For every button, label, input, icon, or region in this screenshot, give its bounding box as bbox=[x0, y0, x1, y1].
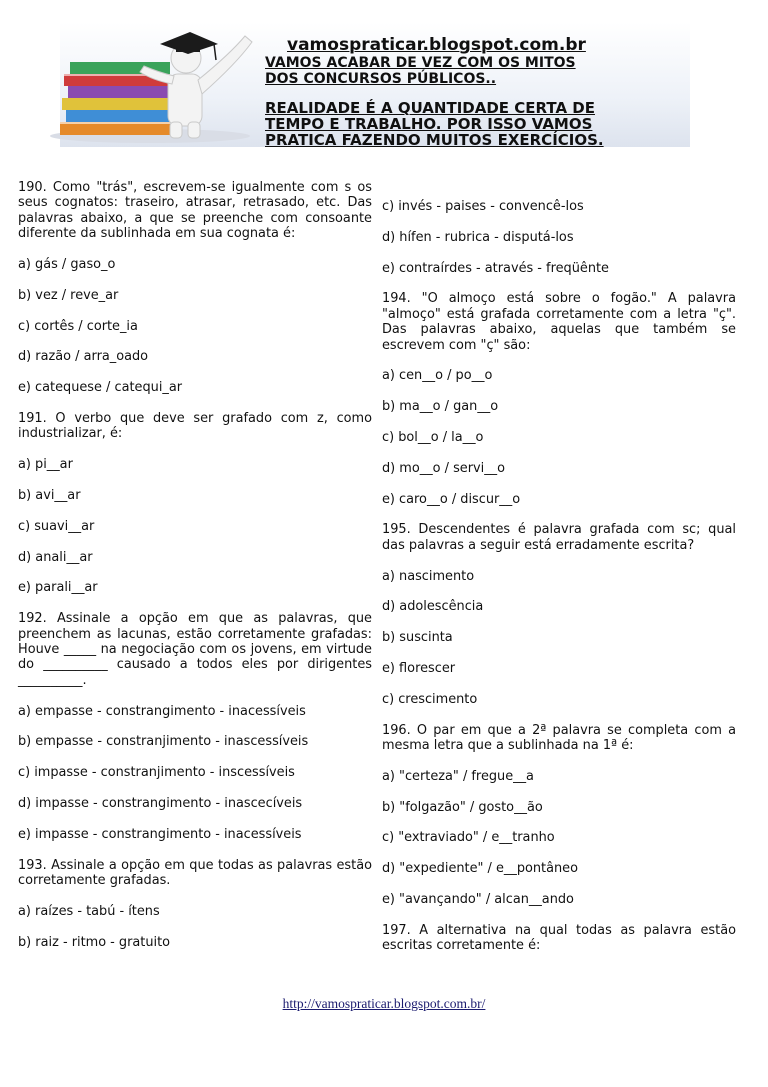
answer-option: b) empasse - constranjimento - inascessíveis bbox=[18, 734, 309, 750]
question-text: 190. Como "trás", escrevem-se igualmente com s os seus cognatos: traseiro, atrasar, retrasado, etc. Das palavras abaixo, a que se preenche com consoante diferente da sublinhada em sua cognata é: bbox=[18, 180, 372, 242]
footer bbox=[0, 996, 768, 1012]
answer-option: d) "expediente" / e__pontâneo bbox=[382, 861, 579, 877]
answer-option: a) nascimento bbox=[382, 568, 475, 584]
banner-line: PRATICA FAZENDO MUITOS EXERCÍCIOS. bbox=[265, 131, 604, 149]
answer-option: e) parali__ar bbox=[18, 580, 98, 596]
answer-option: a) empasse - constrangimento - inacessíveis bbox=[18, 703, 306, 719]
answer-option: c) "extraviado" / e__tranho bbox=[382, 830, 555, 846]
answer-option: a) pi__ar bbox=[18, 457, 73, 473]
question-text: 192. Assinale a opção em que as palavras, que preenchem as lacunas, estão corretamente grafadas: Houve _____ na negociação com os jovens, em virtude do __________ causado a todos eles por dirigentes __________. bbox=[18, 611, 372, 688]
answer-option: c) impasse - constranjimento - inscessíveis bbox=[18, 765, 295, 781]
answer-option: e) impasse - constrangimento - inacessíveis bbox=[18, 826, 302, 842]
answer-option: d) impasse - constrangimento - inascecíveis bbox=[18, 796, 303, 811]
question-text: 197. A alternativa na qual todas as palavra estão escritas corretamente é: bbox=[382, 922, 736, 954]
answer-option: d) adolescência bbox=[382, 599, 484, 615]
question-text: 191. O verbo que deve ser grafado com z, como industrializar, é: bbox=[18, 411, 372, 442]
header-banner bbox=[40, 14, 690, 149]
banner-line: REALIDADE É A QUANTIDADE CERTA DE bbox=[265, 99, 595, 117]
question-text: 194. "O almoço está sobre o fogão." A palavra "almoço" está grafada corretamente com a letra "ç". Das palavras abaixo, aquelas que também se escrevem com "ç" são: bbox=[382, 291, 736, 353]
answer-option: e) contraírdes - através - freqüênte bbox=[382, 260, 609, 276]
banner-line: DOS CONCURSOS PÚBLICOS.. bbox=[265, 71, 497, 87]
banner-line: TEMPO E TRABALHO. POR ISSO VAMOS bbox=[265, 115, 593, 133]
answer-option: c) suavi__ar bbox=[18, 518, 95, 534]
answer-option: b) raiz - ritmo - gratuito bbox=[18, 934, 171, 950]
answer-option: b) avi__ar bbox=[18, 488, 81, 503]
answer-option: d) hífen - rubrica - disputá-los bbox=[382, 229, 574, 245]
answer-option: b) ma__o / gan__o bbox=[382, 399, 499, 415]
footer-link[interactable]: http://vamospraticar.blogspot.com.br/ bbox=[282, 996, 486, 1011]
answer-option: d) razão / arra_oado bbox=[18, 349, 149, 365]
answer-option: d) anali__ar bbox=[18, 549, 93, 565]
answer-option: a) gás / gaso_o bbox=[18, 257, 116, 273]
left-column bbox=[18, 180, 372, 965]
answer-option: c) crescimento bbox=[382, 691, 478, 707]
answer-option: b) suscinta bbox=[382, 630, 453, 646]
answer-option: c) invés - paises - convencê-los bbox=[382, 199, 584, 214]
right-column bbox=[382, 199, 736, 969]
graduate-figure-icon bbox=[40, 14, 260, 144]
answer-option: e) caro__o / discur__o bbox=[382, 491, 521, 507]
question-text: 195. Descendentes é palavra grafada com sc; qual das palavras a seguir está erradamente escrita? bbox=[382, 522, 736, 553]
answer-option: c) bol__o / la__o bbox=[382, 430, 484, 445]
answer-option: a) "certeza" / fregue__a bbox=[382, 768, 534, 784]
answer-option: e) "avançando" / alcan__ando bbox=[382, 891, 574, 907]
answer-option: e) florescer bbox=[382, 660, 456, 676]
answer-option: a) cen__o / po__o bbox=[382, 368, 493, 384]
answer-option: e) catequese / catequi_ar bbox=[18, 380, 183, 396]
question-text: 196. O par em que a 2ª palavra se completa com a mesma letra que a sublinhada na 1ª é: bbox=[382, 722, 736, 753]
question-text: 193. Assinale a opção em que todas as palavras estão corretamente grafadas. bbox=[18, 857, 372, 888]
answer-option: a) raízes - tabú - ítens bbox=[18, 903, 160, 919]
answer-option: b) vez / reve_ar bbox=[18, 287, 119, 303]
answer-option: b) "folgazão" / gosto__ão bbox=[382, 799, 543, 815]
banner-text bbox=[265, 36, 604, 148]
answer-option: d) mo__o / servi__o bbox=[382, 460, 506, 476]
banner-line: VAMOS ACABAR DE VEZ COM OS MITOS bbox=[265, 55, 576, 71]
answer-option: c) cortês / corte_ia bbox=[18, 318, 138, 334]
banner-site: vamospraticar.blogspot.com.br bbox=[287, 35, 586, 55]
